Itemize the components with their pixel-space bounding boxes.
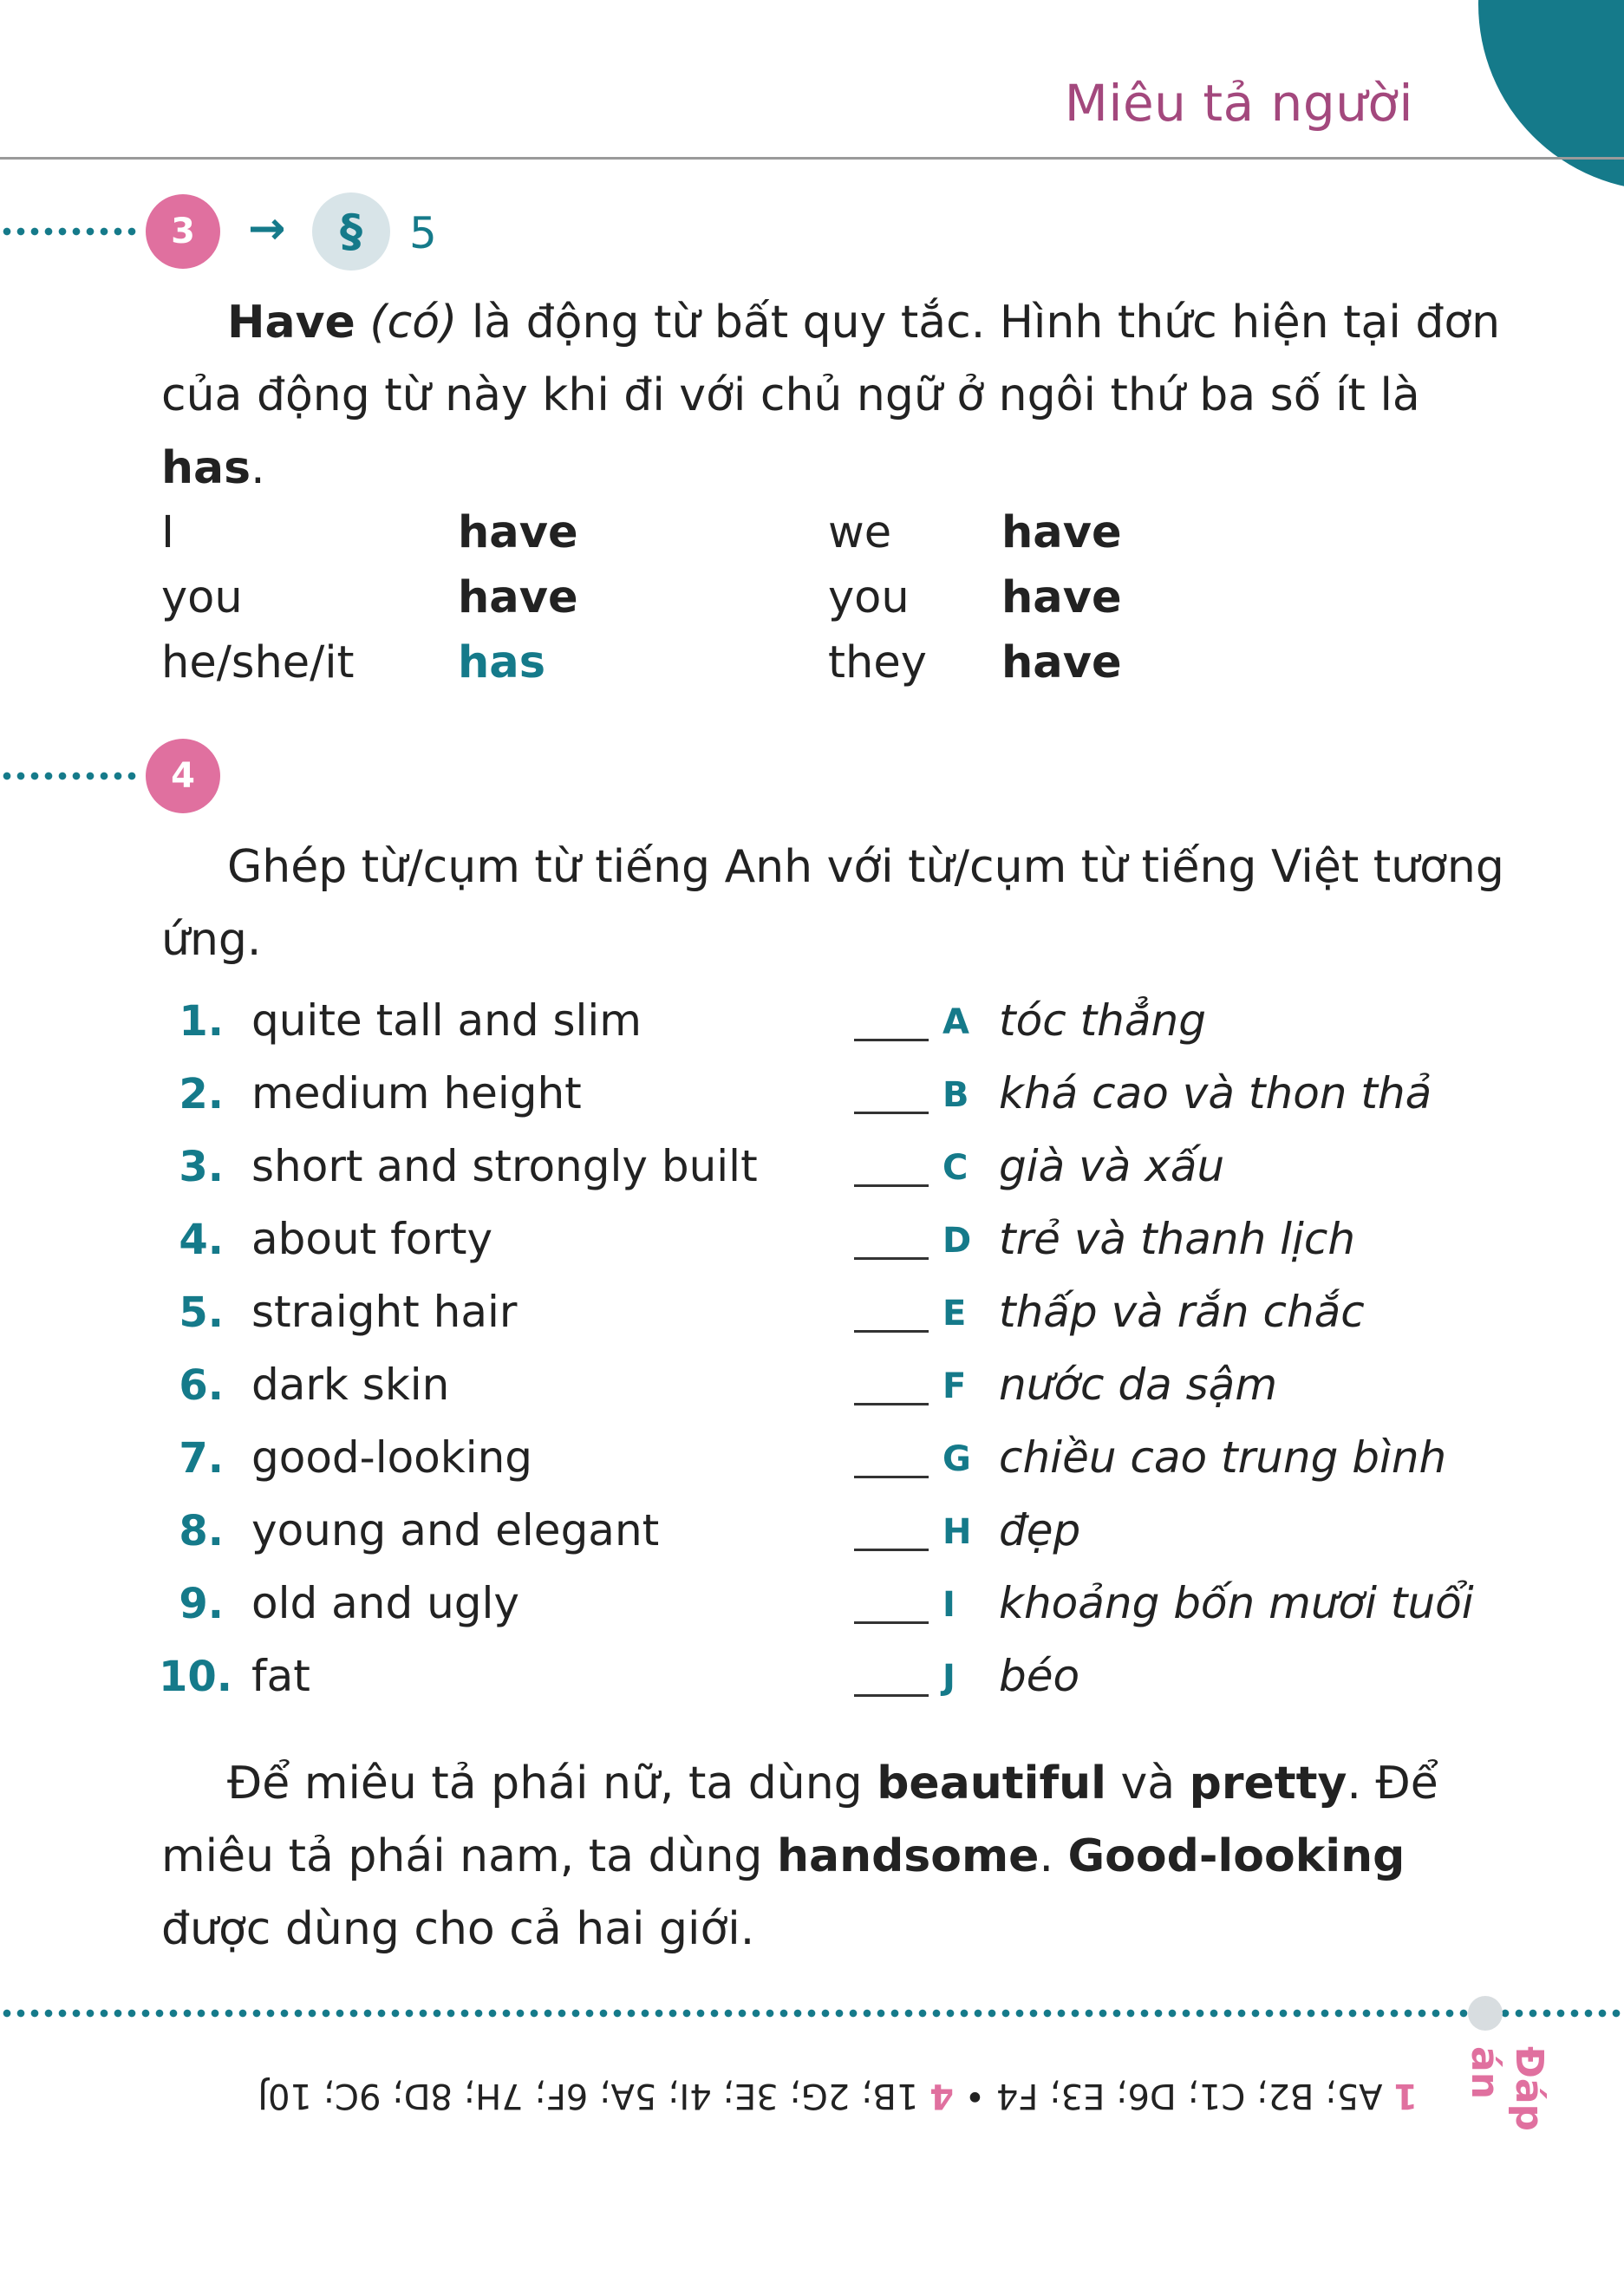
answer-section-1-number: 1	[1393, 2076, 1418, 2116]
item-letter: B	[942, 1075, 969, 1115]
item-number: 2.	[179, 1070, 224, 1118]
section-3-intro	[161, 286, 1505, 505]
note-text: được dùng cho cả hai giới.	[161, 1903, 755, 1955]
conjugation-subject: he/she/it	[161, 637, 355, 688]
section-3-badge: 3	[146, 194, 220, 269]
item-letter: D	[942, 1221, 972, 1261]
answer-blank[interactable]	[854, 1476, 929, 1478]
conjugation-verb: have	[458, 507, 578, 558]
keyword-handsome: handsome	[776, 1830, 1040, 1882]
section-4-instruction	[161, 831, 1505, 976]
item-english: old and ugly	[251, 1578, 519, 1628]
item-number: 3.	[179, 1143, 224, 1191]
item-letter: J	[942, 1658, 955, 1698]
item-vietnamese: trẻ và thanh lịch	[999, 1214, 1356, 1264]
item-vietnamese: khá cao và thon thả	[999, 1068, 1432, 1118]
item-english: fat	[251, 1651, 310, 1701]
item-vietnamese: thấp và rắn chắc	[999, 1287, 1365, 1337]
conjugation-verb: have	[458, 572, 578, 623]
conjugation-subject: I	[161, 507, 175, 558]
item-english: good-looking	[251, 1432, 533, 1483]
page-title: Miêu tả người	[1064, 74, 1413, 133]
conjugation-verb: have	[1001, 637, 1122, 688]
section-4-badge: 4	[146, 739, 220, 813]
item-english: straight hair	[251, 1287, 518, 1337]
item-vietnamese: chiều cao trung bình	[999, 1432, 1447, 1483]
item-letter: E	[942, 1294, 967, 1334]
item-letter: A	[942, 1002, 969, 1042]
item-english: about forty	[251, 1214, 493, 1264]
note-text: .	[1039, 1830, 1053, 1882]
arrow-right-icon: →	[248, 203, 286, 255]
item-english: dark skin	[251, 1360, 450, 1410]
item-vietnamese: già và xấu	[999, 1141, 1225, 1191]
note-text: và	[1120, 1758, 1176, 1810]
answer-blank[interactable]	[854, 1330, 929, 1333]
answer-blank[interactable]	[854, 1549, 929, 1551]
answer-blank[interactable]	[854, 1694, 929, 1697]
answer-blank[interactable]	[854, 1403, 929, 1405]
keyword-pretty: pretty	[1189, 1758, 1347, 1810]
item-vietnamese: nước da sậm	[999, 1360, 1278, 1410]
answer-blank[interactable]	[854, 1621, 929, 1624]
conjugation-subject: you	[161, 572, 243, 623]
keyword-have: Have	[227, 297, 355, 349]
item-vietnamese: đẹp	[999, 1505, 1081, 1555]
conjugation-subject: we	[828, 507, 892, 558]
item-english: short and strongly built	[251, 1141, 758, 1191]
intro-end: .	[251, 442, 265, 494]
answer-section-1-text: A5; B2; C1; D6; E3; F4	[995, 2076, 1383, 2116]
item-letter: H	[942, 1512, 972, 1552]
conjugation-subject: they	[828, 637, 927, 688]
section-reference-icon: §	[312, 192, 390, 271]
intro-rest: là động từ bất quy tắc. Hình thức hiện tại đơn của động từ này khi đi với chủ ngữ ở ngôi thứ ba số ít là	[161, 297, 1501, 421]
answer-key-label: Đáp án	[1463, 2046, 1551, 2132]
item-letter: G	[942, 1439, 971, 1479]
item-number: 7.	[179, 1434, 224, 1483]
answer-separator: •	[964, 2076, 986, 2116]
corner-decoration-circle	[1478, 0, 1624, 191]
answer-blank[interactable]	[854, 1257, 929, 1260]
answers-dotted-divider	[0, 2009, 1624, 2018]
section-4-dotted-leader	[0, 772, 137, 780]
item-english: young and elegant	[251, 1505, 660, 1555]
item-vietnamese: tóc thẳng	[999, 995, 1206, 1046]
answer-blank[interactable]	[854, 1039, 929, 1041]
item-number: 4.	[179, 1216, 224, 1264]
conjugation-verb: have	[1001, 572, 1122, 623]
item-english: quite tall and slim	[251, 995, 642, 1046]
note-text: Để miêu tả phái nữ, ta dùng	[227, 1758, 863, 1810]
header-divider	[0, 157, 1624, 160]
answer-section-4-number: 4	[929, 2076, 954, 2116]
item-number: 9.	[179, 1580, 224, 1628]
section-4-note	[161, 1747, 1505, 1966]
keyword-has: has	[161, 442, 251, 494]
keyword-beautiful: beautiful	[877, 1758, 1106, 1810]
conjugation-verb-highlighted: has	[458, 637, 546, 688]
answer-blank[interactable]	[854, 1184, 929, 1187]
section-reference-number: 5	[409, 208, 437, 258]
note-text: . Để miêu tả phái nam, ta dùng	[161, 1758, 1438, 1882]
conjugation-verb: have	[1001, 507, 1122, 558]
item-english: medium height	[251, 1068, 582, 1118]
item-number: 10.	[159, 1653, 233, 1701]
item-number: 1.	[179, 997, 224, 1046]
item-letter: F	[942, 1366, 967, 1406]
keyword-good-looking: Good-looking	[1067, 1830, 1406, 1882]
answer-key	[258, 2064, 1418, 2116]
section-3-dotted-leader	[0, 227, 137, 236]
item-vietnamese: khoảng bốn mươi tuổi	[999, 1578, 1474, 1628]
instruction-text: Ghép từ/cụm từ tiếng Anh với từ/cụm từ tiếng Việt tương ứng.	[161, 841, 1504, 966]
answer-section-4-text: 1B; 2G; 3E; 4I; 5A; 6F; 7H; 8D; 9C; 10J	[258, 2076, 919, 2116]
item-vietnamese: béo	[999, 1651, 1080, 1701]
answer-blank[interactable]	[854, 1112, 929, 1114]
intro-paren: (có)	[369, 297, 458, 349]
item-letter: C	[942, 1148, 969, 1188]
item-letter: I	[942, 1585, 955, 1625]
item-number: 6.	[179, 1361, 224, 1410]
conjugation-subject: you	[828, 572, 910, 623]
item-number: 5.	[179, 1288, 224, 1337]
divider-end-dot	[1468, 1996, 1503, 2031]
item-number: 8.	[179, 1507, 224, 1555]
